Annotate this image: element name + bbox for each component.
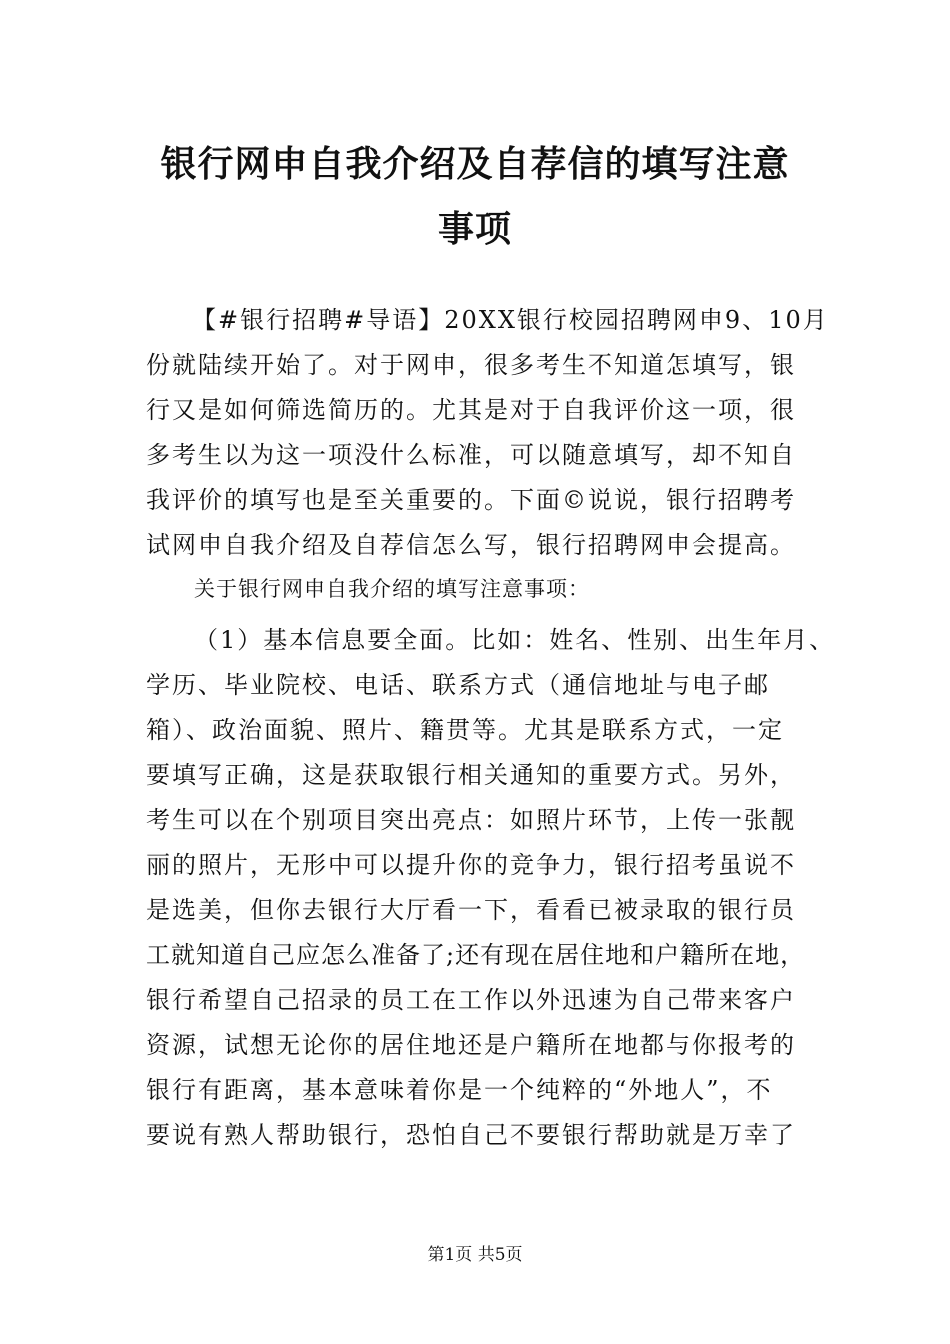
body-line-3: 行又是如何筛选简历的。尤其是对于自我评价这一项，很 xyxy=(146,396,796,424)
body-line-8: （1）基本信息要全面。比如：姓名、性别、出生年月、 xyxy=(194,626,836,654)
body-line-10: 箱）、政治面貌、照片、籍贯等。尤其是联系方式，一定 xyxy=(146,716,784,744)
page-number-footer: 第1页 共5页 xyxy=(427,1245,523,1265)
body-line-12: 考生可以在个别项目突出亮点：如照片环节，上传一张靓 xyxy=(146,806,796,834)
body-line-17: 资源，试想无论你的居住地还是户籍所在地都与你报考的 xyxy=(146,1031,796,1059)
body-line-18: 银行有距离，基本意味着你是一个纯粹的“外地人”，不 xyxy=(146,1076,773,1104)
body-line-2: 份就陆续开始了。对于网申，很多考生不知道怎填写，银 xyxy=(146,351,796,379)
body-line-16: 银行希望自己招录的员工在工作以外迅速为自己带来客户 xyxy=(146,986,796,1014)
body-line-15: 工就知道自己应怎么准备了;还有现在居住地和户籍所在地， xyxy=(146,941,806,969)
body-line-19: 要说有熟人帮助银行，恐怕自己不要银行帮助就是万幸了 xyxy=(146,1121,796,1149)
body-line-5: 我评价的填写也是至关重要的。下面©说说，银行招聘考 xyxy=(146,486,796,514)
body-line-4: 多考生以为这一项没什么标准，可以随意填写，却不知自 xyxy=(146,441,796,469)
body-line-6: 试网申自我介绍及自荐信怎么写，银行招聘网申会提高。 xyxy=(146,531,796,559)
document-title-line-1: 银行网申自我介绍及自荐信的填写注意 xyxy=(160,143,790,185)
body-line-1: 【#银行招聘#导语】20XX银行校园招聘网申9、10月 xyxy=(192,306,829,334)
body-line-9: 学历、毕业院校、电话、联系方式（通信地址与电子邮 xyxy=(146,671,770,699)
section-heading: 关于银行网申自我介绍的填写注意事项： xyxy=(194,577,590,601)
body-line-14: 是选美，但你去银行大厅看一下，看看已被录取的银行员 xyxy=(146,896,796,924)
body-line-13: 丽的照片，无形中可以提升你的竞争力，银行招考虽说不 xyxy=(146,851,796,879)
body-line-11: 要填写正确，这是获取银行相关通知的重要方式。另外， xyxy=(146,761,796,789)
document-title-line-2: 事项 xyxy=(437,208,512,250)
